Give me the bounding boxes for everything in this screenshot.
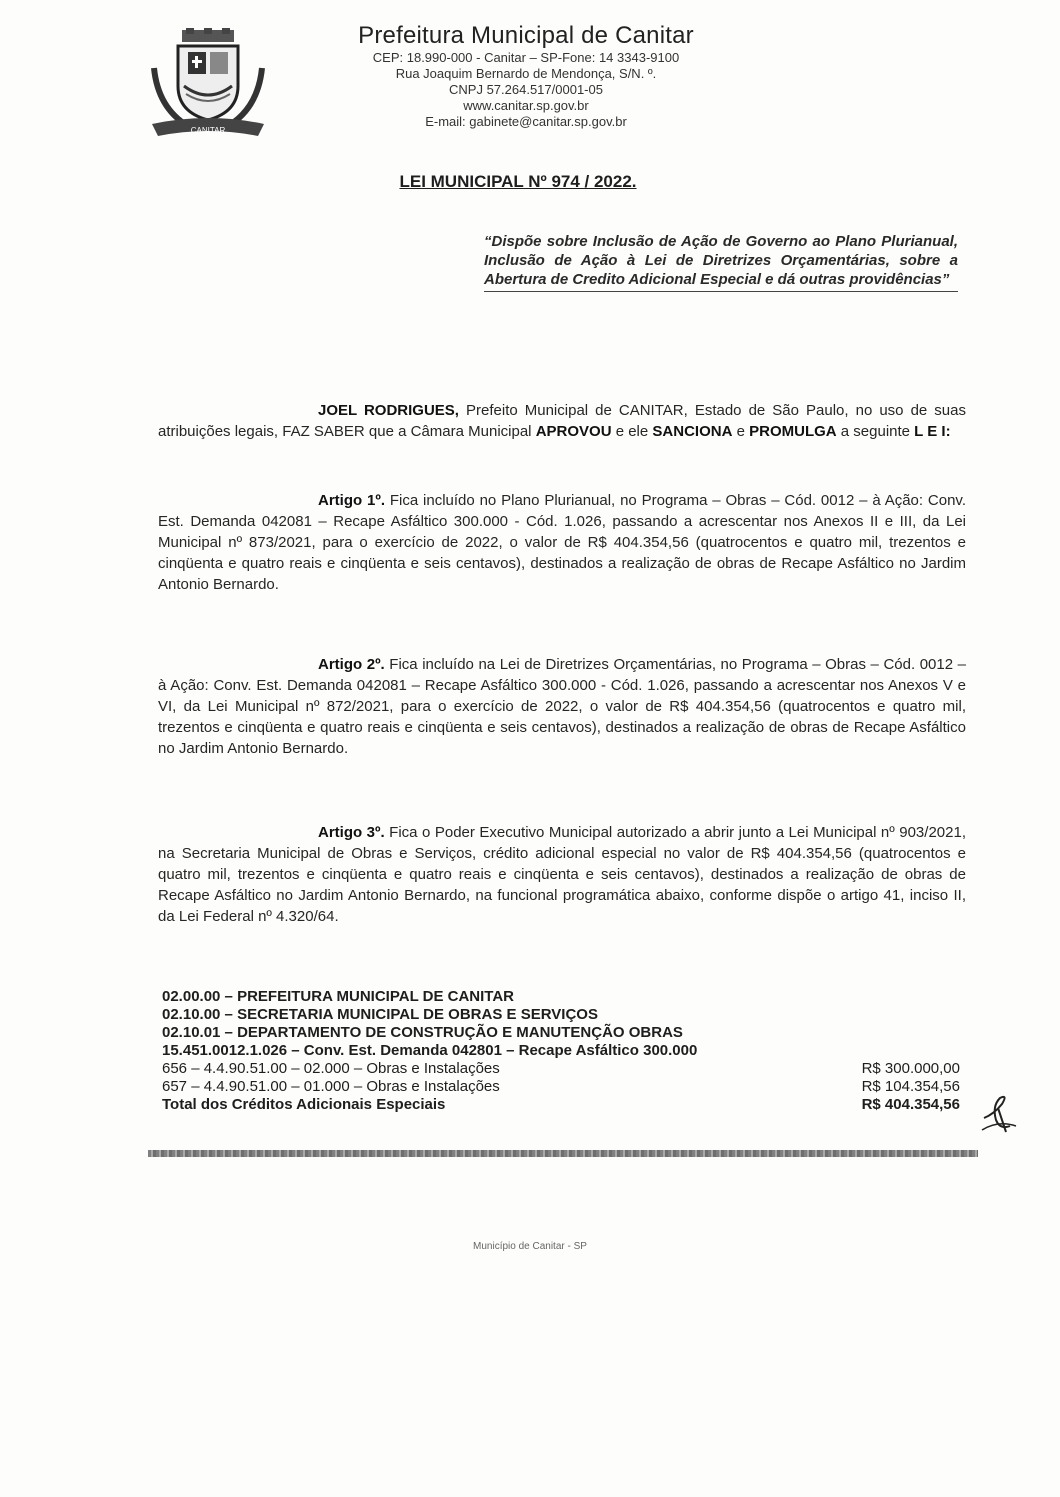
preamble-text: a seguinte (836, 423, 915, 440)
municipal-crest-icon (148, 28, 268, 140)
article-1 (158, 490, 966, 595)
article-label: Artigo 1º. (318, 492, 385, 509)
budget-row (162, 1042, 962, 1060)
article-text: Fica o Poder Executivo Municipal autorizado a abrir junto a Lei Municipal nº 903/2021, na Secretaria Municipal de Obras e Serviços, crédito adicional especial no valor de R$ 404.354,56 (quatrocentos e quatro mil, trezentos e cinqüenta e quatro reais e cinqüenta e seis centavos), destinados a realização de obras de Recape Asfáltico no Jardim Antonio Bernardo, na funcional programática abaixo, conforme dispõe o artigo 41, inciso II, da Lei Federal nº 4.320/64. (158, 824, 966, 925)
preamble-text: e ele (611, 423, 653, 440)
budget-row (162, 1060, 962, 1078)
budget-total-row (162, 1096, 962, 1114)
preamble-text: Prefeito Municipal de CANITAR, Estado de São Paulo, no uso de suas atribuições legais, FAZ SABER que a Câmara Municipal (158, 402, 966, 440)
budget-row (162, 988, 962, 1006)
article-3 (158, 822, 966, 927)
preamble-paragraph (158, 400, 966, 442)
article-2 (158, 654, 966, 759)
page-footer: Município de Canitar - SP (473, 1241, 587, 1252)
article-text: Fica incluído na Lei de Diretrizes Orçamentárias, no Programa – Obras – Cód. 0012 – à Ação: Conv. Est. Demanda 042081 – Recape Asfáltico 300.000 - Cód. 1.026, passando a acrescentar nos Anexos V e VI, da Lei Municipal nº 872/2021, para o exercício de 2022, o valor de R$ 404.354,56 (quatrocentos e quatro mil, trezentos e cinqüenta e quatro reais e cinqüenta e seis centavos), destinados a realização de obras de Recape Asfáltico no Jardim Antonio Bernardo. (158, 656, 966, 757)
mayor-name: JOEL RODRIGUES, (318, 402, 459, 419)
preamble-lei: L E I: (914, 423, 951, 440)
budget-total-amount: R$ 404.354,56 (861, 1096, 960, 1113)
budget-row-label: 02.00.00 – PREFEITURA MUNICIPAL DE CANITAR (162, 988, 515, 1005)
letterhead-address-cep: CEP: 18.990-000 - Canitar – SP-Fone: 14 3343-9100 (372, 50, 680, 65)
budget-row-label: 02.10.00 – SECRETARIA MUNICIPAL DE OBRAS E SERVIÇOS (162, 1006, 598, 1023)
preamble-promulga: PROMULGA (749, 423, 837, 440)
budget-row-amount: R$ 104.354,56 (861, 1078, 960, 1095)
letterhead (296, 22, 756, 130)
signature-icon (978, 1088, 1022, 1140)
law-title: LEI MUNICIPAL Nº 974 / 2022. (399, 172, 637, 191)
preamble-approved: APROVOU (535, 423, 612, 440)
budget-row (162, 1024, 962, 1042)
crest-label: CANITAR (190, 126, 226, 135)
article-text: Fica incluído no Plano Plurianual, no Programa – Obras – Cód. 0012 – à Ação: Conv. Est. Demanda 042081 – Recape Asfáltico 300.000 - Cód. 1.026, passando a acrescentar nos Anexos II e III, da Lei Municipal nº 873/2021, para o exercício de 2022, o valor de R$ 404.354,56 (quatrocentos e quatro mil, trezentos e cinqüenta e quatro reais e cinqüenta e seis centavos), destinados a realização de obras de Recape Asfáltico no Jardim Antonio Bernardo. (158, 492, 966, 593)
letterhead-cnpj: CNPJ 57.264.517/0001-05 (449, 82, 603, 97)
budget-row-label: 15.451.0012.1.026 – Conv. Est. Demanda 042801 – Recape Asfáltico 300.000 (162, 1042, 698, 1059)
budget-total-label: Total dos Créditos Adicionais Especiais (162, 1096, 446, 1113)
budget-row-label: 656 – 4.4.90.51.00 – 02.000 – Obras e Instalações (162, 1060, 500, 1077)
institution-name: Prefeitura Municipal de Canitar (358, 22, 694, 49)
budget-row-label: 657 – 4.4.90.51.00 – 01.000 – Obras e Instalações (162, 1078, 500, 1095)
budget-row-amount: R$ 300.000,00 (861, 1060, 960, 1077)
letterhead-address-street: Rua Joaquim Bernardo de Mendonça, S/N. º. (395, 66, 657, 81)
budget-allocation-table (162, 988, 962, 1114)
preamble-sanciona: SANCIONA (652, 423, 733, 440)
article-label: Artigo 3º. (318, 824, 385, 841)
preamble-text: e (732, 423, 750, 440)
letterhead-website: www.canitar.sp.gov.br (463, 98, 589, 113)
law-summary: “Dispõe sobre Inclusão de Ação de Governo ao Plano Plurianual, Inclusão de Ação à Lei de Diretrizes Orçamentárias, sobre a Abertura de Credito Adicional Especial e dá outras providências” (484, 232, 958, 292)
letterhead-email: E-mail: gabinete@canitar.sp.gov.br (425, 114, 627, 129)
page-divider (148, 1150, 978, 1157)
budget-row (162, 1006, 962, 1024)
article-label: Artigo 2º. (318, 656, 385, 673)
budget-row-label: 02.10.01 – DEPARTAMENTO DE CONSTRUÇÃO E MANUTENÇÃO OBRAS (162, 1024, 683, 1041)
budget-row (162, 1078, 962, 1096)
